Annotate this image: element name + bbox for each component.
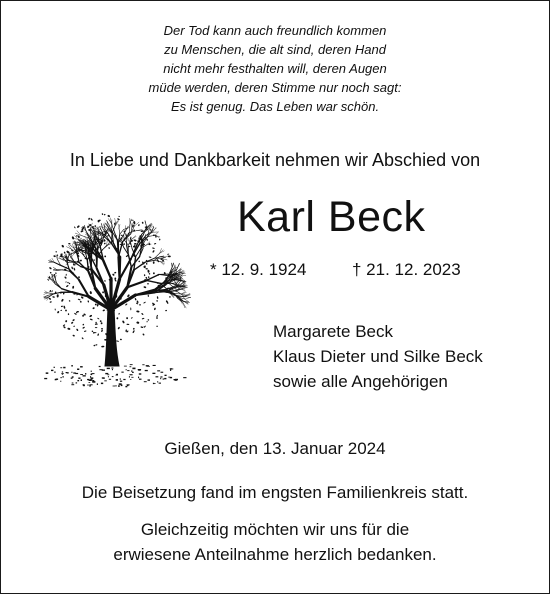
poem-line: nicht mehr festhalten will, deren Augen: [163, 61, 387, 76]
tree-icon: [31, 196, 191, 396]
mourner-line: Klaus Dieter und Silke Beck: [273, 347, 483, 366]
thanks-line: erwiesene Anteilnahme herzlich bedanken.: [113, 545, 437, 564]
poem-line: müde werden, deren Stimme nur noch sagt:: [148, 80, 402, 95]
deceased-name: Karl Beck: [237, 193, 426, 241]
birth-date: * 12. 9. 1924: [210, 260, 307, 279]
poem-line: Es ist genug. Das Leben war schön.: [170, 99, 380, 114]
farewell-intro: In Liebe und Dankbarkeit nehmen wir Abschied von: [69, 150, 481, 170]
poem-line: Der Tod kann auch freundlich kommen: [163, 23, 387, 38]
place-and-date: Gießen, den 13. Januar 2024: [164, 439, 386, 458]
thanks-line: Gleichzeitig möchten wir uns für die: [140, 520, 410, 539]
death-date: † 21. 12. 2023: [352, 260, 461, 279]
mourners-list: [273, 319, 483, 394]
burial-note: Die Beisetzung fand im engsten Familienkreis statt.: [81, 483, 469, 502]
poem: [1, 21, 549, 116]
poem-line: zu Menschen, die alt sind, deren Hand: [164, 42, 386, 57]
mourner-line: Margarete Beck: [273, 322, 393, 341]
thanks-note: [1, 517, 549, 567]
mourner-line: sowie alle Angehörigen: [273, 372, 448, 391]
